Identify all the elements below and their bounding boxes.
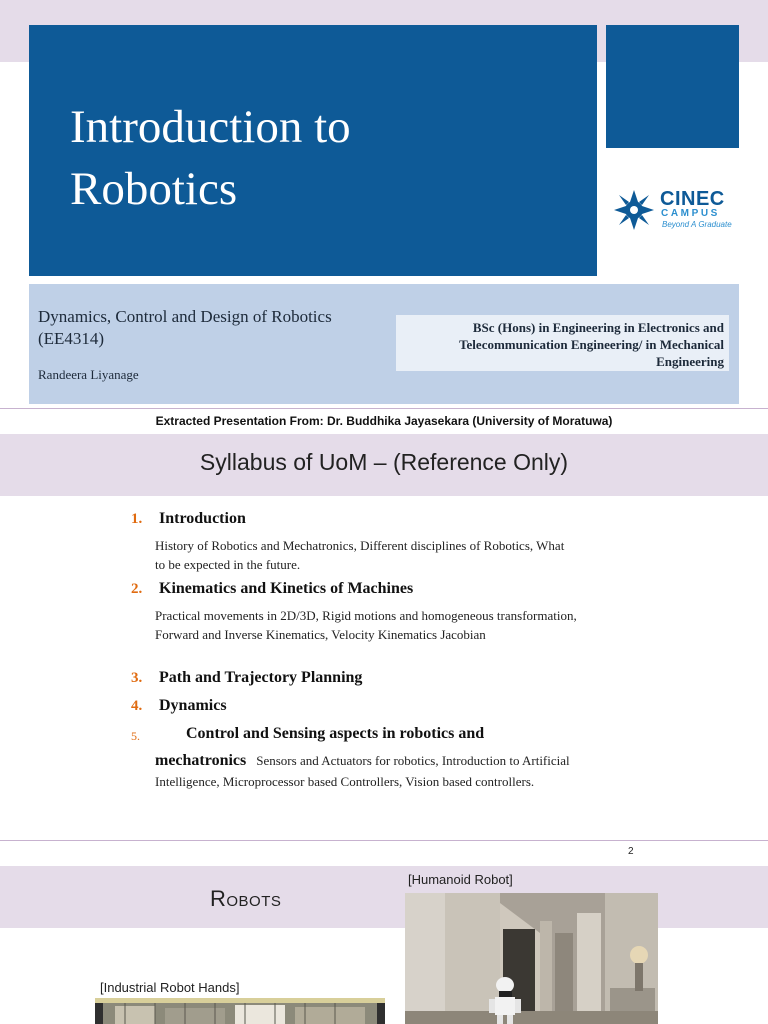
industrial-caption: [Industrial Robot Hands] — [100, 980, 240, 995]
divider — [0, 408, 768, 409]
humanoid-caption: [Humanoid Robot] — [408, 872, 513, 887]
list-heading: Kinematics and Kinetics of Machines — [159, 580, 414, 597]
slide-title-line-2: Robotics — [70, 163, 238, 215]
slide-title — [70, 96, 570, 220]
degree-text: BSc (Hons) in Engineering in Electronics and Telecommunication Engineering/ in Mechanical Engineering — [459, 320, 724, 369]
list-body: Sensors and Actuators for robotics, Introduction to Artificial Intelligence, Microprocessor based Controllers, Vision based controllers. — [155, 753, 570, 789]
list-number: 5. — [131, 729, 140, 743]
slide-title-line-1: Introduction to — [70, 101, 351, 153]
list-number: 4. — [131, 698, 143, 714]
page-number: 2 — [628, 846, 634, 857]
syllabus-title: Syllabus of UoM – (Reference Only) — [199, 449, 569, 475]
list-number: 2. — [131, 581, 143, 597]
logo-name: CINEC — [660, 188, 725, 210]
logo-campus: CAMPUS — [661, 208, 720, 219]
list-heading: Path and Trajectory Planning — [159, 669, 363, 686]
robots-title: Robots — [210, 886, 282, 911]
logo-tagline: Beyond A Graduate — [662, 220, 732, 229]
course-title: Dynamics, Control and Design of Robotics (EE4314) — [38, 307, 332, 348]
list-body: Practical movements in 2D/3D, Rigid motions and homogeneous transformation, Forward and Inverse Kinematics, Velocity Kinematics Jacobian — [155, 608, 577, 642]
divider — [0, 840, 768, 841]
presenter-name: Randeera Liyanage — [38, 367, 139, 382]
industrial-robot-photo — [95, 998, 385, 1024]
list-number: 3. — [131, 670, 143, 686]
corner-accent-panel — [606, 25, 739, 148]
list-heading: Control and Sensing aspects in robotics and — [186, 725, 485, 742]
list-item-5-body — [155, 750, 625, 792]
source-credit: Extracted Presentation From: Dr. Buddhika Jayasekara (University of Moratuwa) — [155, 414, 613, 428]
list-number: 1. — [131, 511, 143, 527]
humanoid-robot-photo — [405, 893, 658, 1024]
list-heading: Introduction — [159, 510, 246, 527]
list-heading: Dynamics — [159, 697, 227, 714]
list-body: History of Robotics and Mechatronics, Different disciplines of Robotics, What to be expected in the future. — [155, 538, 565, 572]
cinec-star-logo-icon — [614, 190, 654, 230]
list-heading: mechatronics — [155, 752, 247, 769]
